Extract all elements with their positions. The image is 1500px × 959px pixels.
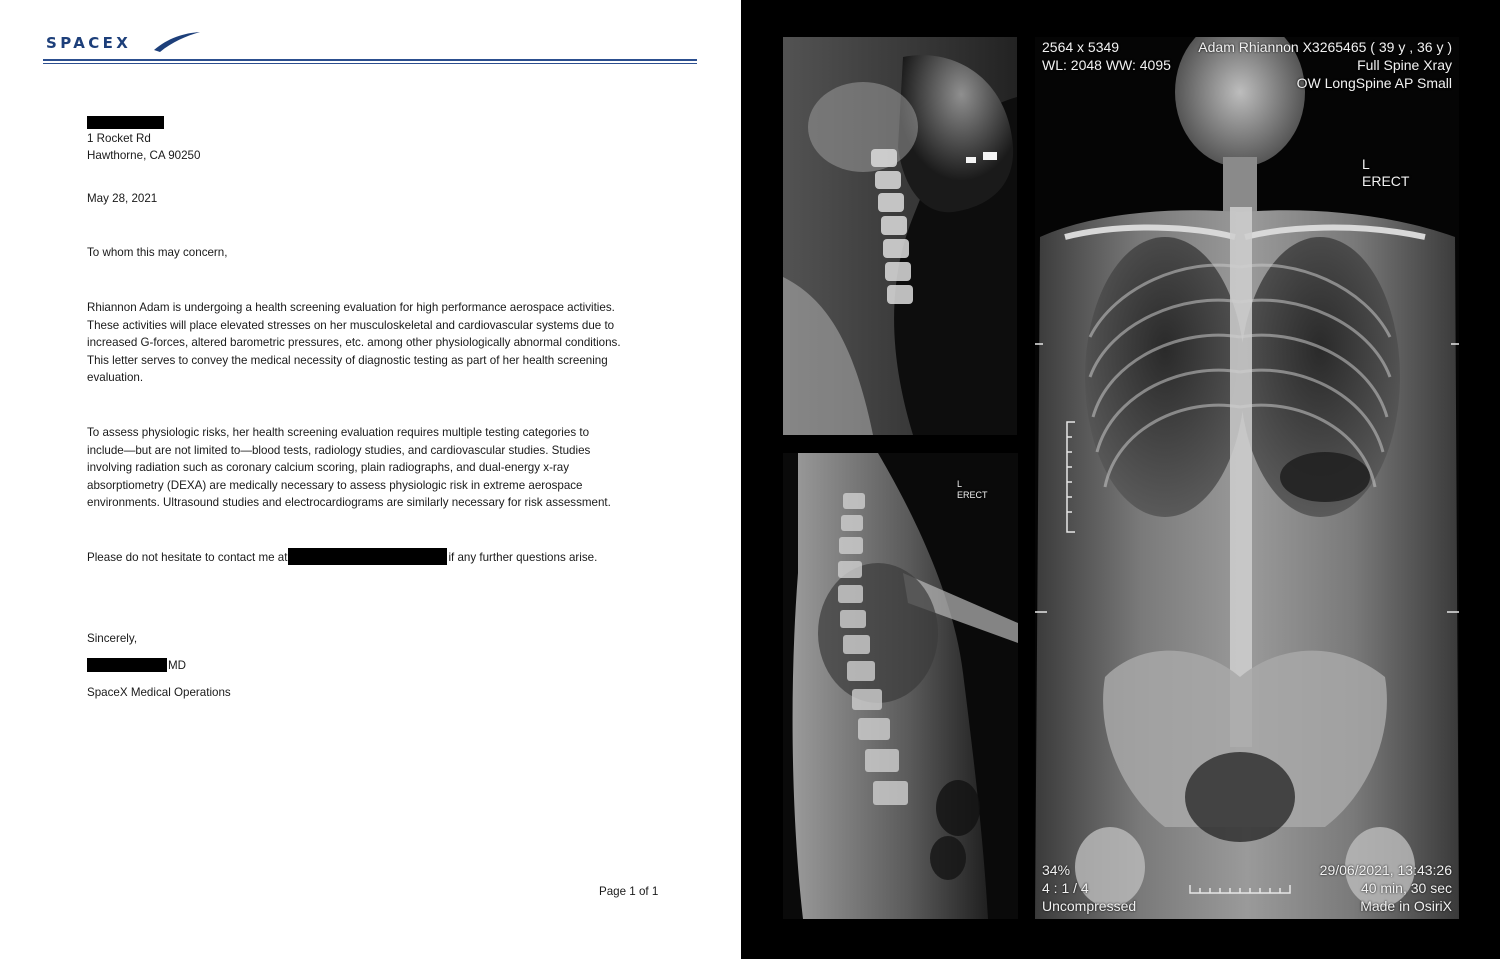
redacted-signature-name	[87, 658, 167, 672]
header-rule-thin	[43, 63, 697, 64]
header-rule	[43, 59, 697, 61]
lateral-position-label: ERECT	[957, 490, 988, 500]
xray-ap-full-spine	[1035, 37, 1459, 919]
paragraph-testing	[87, 424, 667, 512]
contact-before: Please do not hesitate to contact me at	[87, 551, 288, 564]
ap-info-bottom-left	[1042, 861, 1136, 915]
cervical-image	[783, 37, 1017, 435]
compression-status: Uncompressed	[1042, 898, 1137, 914]
ap-spine-image	[1035, 37, 1459, 919]
lateral-side-marker: L	[957, 479, 963, 489]
page-number: Page 1 of 1	[599, 885, 659, 898]
viewer-credit: Made in OsiriX	[1360, 898, 1452, 914]
acquisition-datetime: 29/06/2021, 13:43:26	[1319, 862, 1452, 878]
paragraph-line: absorptiometry (DEXA) are medically necessary to assess physiologic risk in extreme aerospace	[87, 478, 583, 492]
signature-suffix: MD	[168, 659, 187, 672]
closing: Sincerely,	[87, 632, 138, 645]
series-name: OW LongSpine AP Small	[1296, 75, 1452, 91]
paragraph-line: These activities will place elevated stresses on her musculoskeletal and cardiovascular systems due to	[87, 318, 615, 332]
paragraph-line: environments. Ultrasound studies and electrocardiograms are similarly necessary for risk assessment.	[87, 496, 611, 509]
window-level: WL: 2048 WW: 4095	[1042, 57, 1171, 73]
address-line-1: 1 Rocket Rd	[87, 132, 151, 145]
letter-date: May 28, 2021	[87, 192, 158, 205]
redacted-contact	[288, 548, 447, 565]
paragraph-line: evaluation.	[87, 371, 144, 384]
xray-lateral-spine	[783, 453, 1018, 919]
logo-text: SPACEX	[46, 34, 132, 52]
paragraph-line: involving radiation such as coronary calcium scoring, plain radiographs, and dual-energy x-ray	[87, 461, 570, 474]
contact-after: if any further questions arise.	[448, 551, 598, 564]
xray-cervical-lateral	[783, 37, 1017, 435]
elapsed-time: 40 min, 30 sec	[1360, 880, 1452, 896]
ap-info-bottom-right	[1320, 861, 1452, 915]
salutation: To whom this may concern,	[87, 246, 228, 259]
image-dimensions: 2564 x 5349	[1042, 39, 1120, 55]
zoom-level: 34%	[1042, 862, 1071, 878]
address-line-2: Hawthorne, CA 90250	[87, 149, 201, 162]
spacex-logo	[46, 30, 206, 56]
study-name: Full Spine Xray	[1357, 57, 1452, 73]
ap-side-marker: L	[1362, 156, 1370, 172]
department: SpaceX Medical Operations	[87, 686, 231, 699]
paragraph-line: This letter serves to convey the medical necessity of diagnostic testing as part of her health screening	[87, 353, 608, 367]
ap-position-label: ERECT	[1362, 173, 1410, 189]
paragraph-line: increased G-forces, altered barometric pressures, etc. among other physiologically abnormal conditions.	[87, 336, 621, 349]
patient-id: Adam Rhiannon X3265465 ( 39 y , 36 y )	[1198, 39, 1452, 55]
logo-swoosh-icon	[46, 30, 206, 56]
image-index: 4 : 1 / 4	[1042, 880, 1089, 896]
xray-panel	[741, 0, 1500, 959]
redacted-name	[87, 116, 164, 129]
paragraph-purpose	[87, 299, 667, 387]
contact-line	[87, 548, 597, 567]
ap-info-top-right	[1198, 38, 1452, 92]
letter-page	[0, 0, 741, 959]
paragraph-line: include—but are not limited to—blood tests, radiology studies, and cardiovascular studies. Studies	[87, 443, 591, 457]
signature-line	[87, 657, 186, 675]
paragraph-line: Rhiannon Adam is undergoing a health screening evaluation for high performance aerospace activities.	[87, 301, 615, 314]
paragraph-line: To assess physiologic risks, her health screening evaluation requires multiple testing categories to	[87, 426, 590, 439]
lateral-spine-image	[783, 453, 1018, 919]
ap-info-top-left	[1042, 38, 1171, 74]
